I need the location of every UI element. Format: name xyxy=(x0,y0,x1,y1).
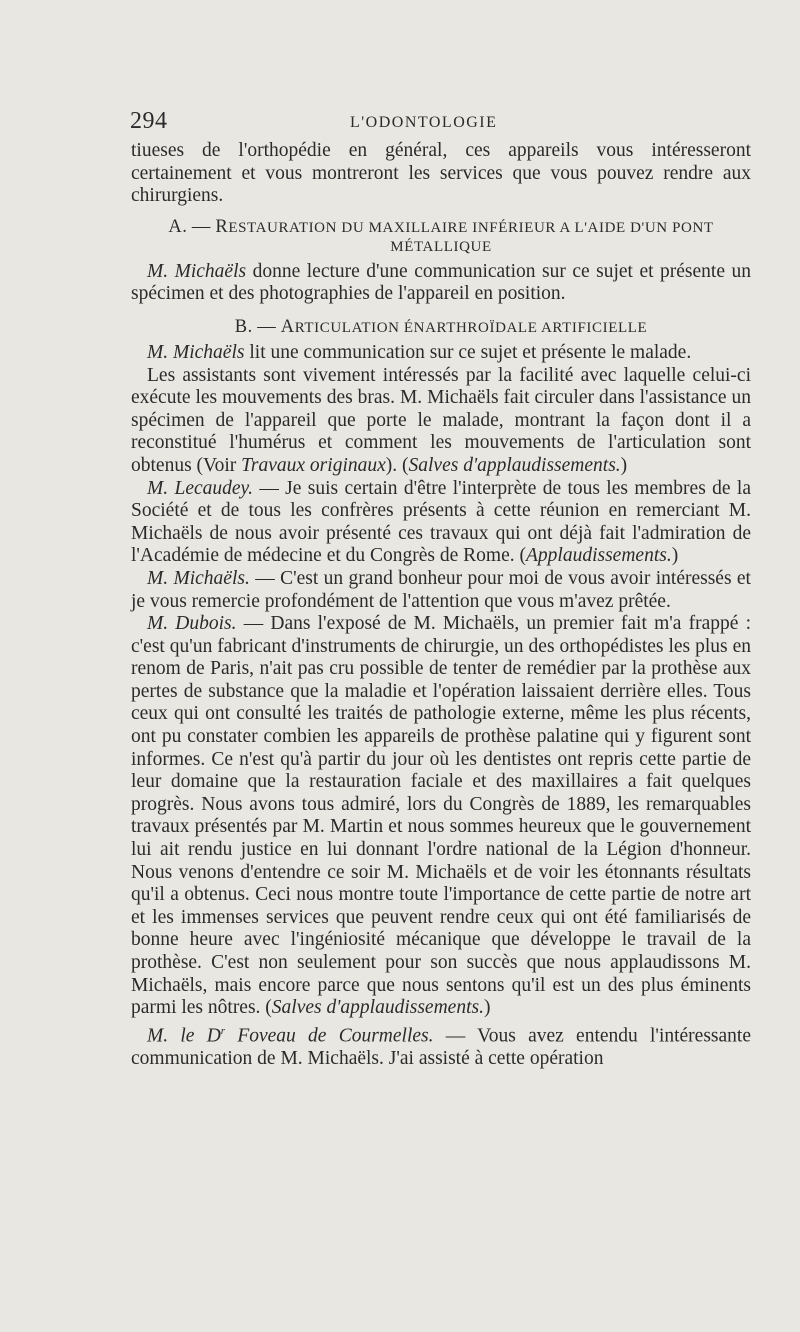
assistants-paragraph xyxy=(131,365,751,478)
applause-text: Applaudissements. xyxy=(526,545,672,567)
speaker-name-prefix: M. le D xyxy=(147,1025,221,1047)
speaker-name: M. Michaëls xyxy=(147,260,247,282)
section-b-text: lit une communication sur ce sujet et présente le malade. xyxy=(249,341,692,363)
speaker-name: M. Michaëls. xyxy=(147,567,250,589)
page-header xyxy=(130,108,750,138)
applause-close: ) xyxy=(483,997,491,1019)
section-a-dash: — xyxy=(191,216,211,237)
assistants-text: Les assistants sont vivement intéressés par la facilité avec laquelle celui-ci exécute les mouvements des bras. M. Michaëls fait circuler dans l'assistance un spécimen de l'appareil que porte le malade, montrant la façon dont il a reconstitué l'humérus et comment les mouvements de l'articulation sont obtenus (Voir xyxy=(131,364,751,476)
section-a-paragraph xyxy=(131,261,751,306)
applause-text: Salves d'applaudissements. xyxy=(271,997,484,1019)
speaker-name: M. Michaëls xyxy=(147,341,245,363)
lecaudey-text: — Je suis certain d'être l'interprète de tous les membres de la Société et de tous les confrères présents à cette réunion en remerciant M. Michaëls de nous avoir présenté ces travaux qui ont déjà fait l'admiration de l'Académie de médecine et du Congrès de Rome. ( xyxy=(131,477,751,567)
applause-close: ) xyxy=(620,454,628,476)
speaker-title-superscript: r xyxy=(220,1024,226,1037)
section-a-text: donne lecture d'une communication sur ce sujet et présente un spécimen et des photographies de l'appareil en position. xyxy=(131,260,751,305)
page-number: 294 xyxy=(130,108,168,134)
intro-paragraph: tiueses de l'orthopédie en général, ces appareils vous intéresseront certainement et vous montreront les services que vous pouvez rendre aux chirurgiens. xyxy=(131,140,751,207)
foveau-text: — Vous avez entendu l'intéressante communication de M. Michaëls. J'ai assisté à cette opération xyxy=(131,1025,751,1069)
section-heading-b xyxy=(131,318,751,338)
reference-close: ). ( xyxy=(385,454,409,476)
lecaudey-paragraph xyxy=(131,478,751,568)
michaels-reply-paragraph xyxy=(131,568,751,613)
section-heading-a xyxy=(131,218,751,257)
section-b-letter: B. xyxy=(234,316,253,337)
speaker-name: M. Lecaudey. xyxy=(147,477,253,499)
reference-text: Travaux originaux xyxy=(241,454,386,476)
speaker-name: Foveau de Courmelles. xyxy=(225,1025,434,1047)
foveau-paragraph xyxy=(131,1020,751,1071)
section-b-paragraph xyxy=(131,342,751,365)
section-b-title: RTICULATION ÉNARTHROÏDALE ARTIFICIELLE xyxy=(294,319,648,336)
applause-close: ) xyxy=(671,545,679,567)
dubois-paragraph xyxy=(131,613,751,1020)
section-b-dash: — xyxy=(257,316,277,337)
section-b-title-cap: A xyxy=(280,316,295,337)
section-a-title-cap: R xyxy=(215,216,229,237)
running-title: L'ODONTOLOGIE xyxy=(350,114,498,131)
section-a-title: ESTAURATION DU MAXILLAIRE INFÉRIEUR A L'AIDE D'UN PONT MÉTALLIQUE xyxy=(228,219,714,255)
section-a-letter: A. xyxy=(168,216,188,237)
speaker-name: M. Dubois. xyxy=(147,613,237,635)
applause-text: Salves d'applaudissements. xyxy=(408,454,621,476)
page-body xyxy=(131,140,751,1070)
michaels-reply-text: — C'est un grand bonheur pour moi de vous avoir intéressés et je vous remercie profondément de l'attention que vous m'avez prêtée. xyxy=(131,567,751,612)
dubois-text: — Dans l'exposé de M. Michaëls, un premier fait m'a frappé : c'est qu'un fabricant d'instruments de chirurgie, un des orthopédistes les plus en renom de Paris, n'ait pas cru possible de tenter de remédier par la prothèse aux pertes de substance que la maladie et l'opération laissaient derrière elles. Tous ceux qui ont consulté les traités de pathologie externe, même les plus récents, ont pu constater combien les appareils de prothèse palatine qui y figurent sont informes. Ce n'est qu'à partir du jour où les dentistes ont repris cette partie de leur domaine que la restauration faciale et des maxillaires a fait quelques progrès. Nous avons tous admiré, lors du Congrès de 1889, les remarquables travaux présentés par M. Martin et nous sommes heureux que le gouvernement lui ait rendu justice en lui donnant l'ordre national de la Légion d'honneur. Nous venons d'entendre ce soir M. Michaëls et de voir les étonnants résultats qu'il a obtenus. Ceci nous montre toute l'importance de cette partie de notre art et les immenses services que peuvent rendre ceux qui ont été familiarisés de bonne heure avec l'ingéniosité mécanique que développe le travail de la prothèse. C'est non seulement pour son succès que nous applaudissons M. Michaëls, mais encore parce que nous sentons qu'il est un des plus éminents parmi les nôtres. ( xyxy=(131,613,751,1019)
